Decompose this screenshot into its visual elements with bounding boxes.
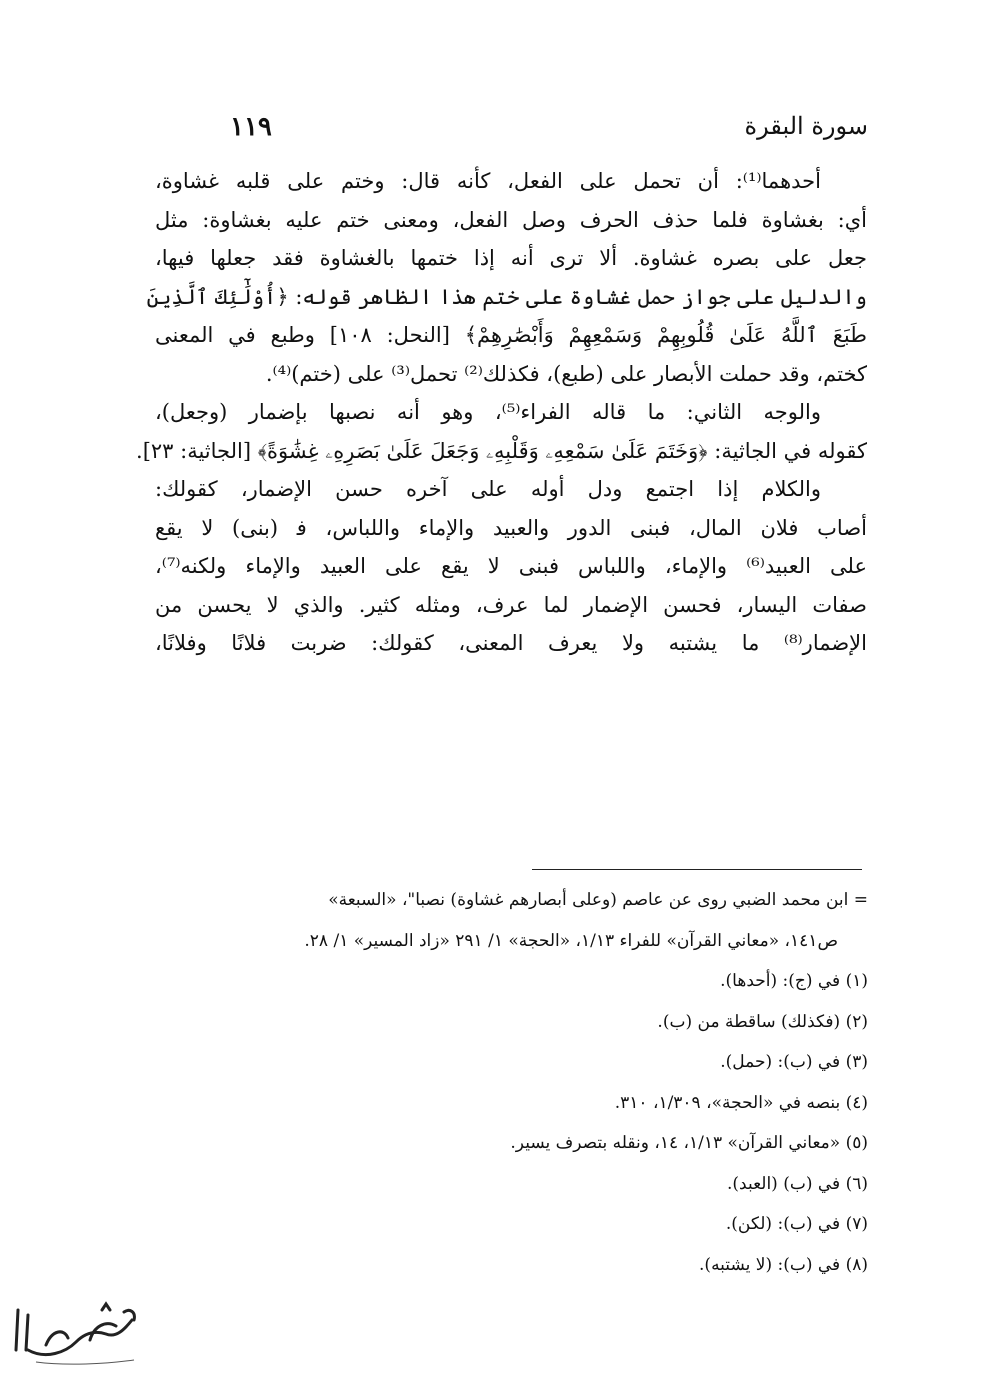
page-number: ١١٩ [230,112,272,142]
body-line: والدليل على جواز حمل غشاوة على ختم هذا الظاهر قوله: ﴿أُوْلَٰٓئِكَ ٱلَّذِينَ [146,284,867,309]
calligraphy-logo-icon [6,1290,146,1370]
footnote-line: ص١٤١، «معاني القرآن» للفراء ١/١٣، «الحجة» ١/ ٢٩١ «زاد المسير» ١/ ٢٨. [304,930,838,951]
footnote-line: (١) في (ج): (أحدها). [720,971,868,991]
body-line: الإضمار⁽⁸⁾ ما يشتبه ولا يعرف المعنى، كقولك: ضربت فلانًا وفلانًا، [155,631,867,655]
footnote-line: (٤) بنصه في «الحجة»، ١/٣٠٩، ٣١٠. [614,1092,868,1113]
body-line: على العبيد⁽⁶⁾ والإماء، واللباس فبنى لا يقع على العبيد والإماء ولكنه⁽⁷⁾، [155,554,867,578]
body-line: طَبَعَ ٱللَّهُ عَلَىٰ قُلُوبِهِمْ وَسَمْعِهِمْ وَأَبْصَٰرِهِمْ﴾ [النحل: ١٠٨] وطبع في المعنى [155,323,867,347]
body-line: جعل على بصره غشاوة. ألا ترى أنه إذا ختمها بالغشاوة فقد جعلها فيها، [155,246,867,270]
body-line: صفات اليسار، فحسن الإضمار لما عرف، ومثله كثير. والذي لا يحسن من [155,592,867,617]
footnote-line: (٧) في (ب): (لكن). [725,1214,868,1234]
footnote-line: (٥) «معاني القرآن» ١/١٣، ١٤، ونقله بتصرف يسير. [510,1133,868,1153]
body-line: كختم، وقد حملت الأبصار على (طبع)، فكذلك⁽²⁾ تحمل⁽³⁾ على (ختم)⁽⁴⁾. [265,361,867,386]
body-line: والكلام إذا اجتمع ودل أوله على آخره حسن الإضمار، كقولك: [155,477,821,501]
body-line: كقوله في الجاثية: ﴿وَخَتَمَ عَلَىٰ سَمْعِهِۦ وَقَلْبِهِۦ وَجَعَلَ عَلَىٰ بَصَرِهِۦ غِشَٰوَةً﴾ [الجاثية: ٢٣]. [136,438,867,463]
body-line: أحدهما⁽¹⁾: أن تحمل على الفعل، كأنه قال: وختم على قلبه غشاوة، [155,169,821,193]
footnote-line: (٣) في (ب): (حمل). [720,1052,868,1072]
body-line: أصاب فلان المال، فبنى الدور والعبيد والإماء واللباس، ف‍ (بنى) لا يقع [155,515,867,540]
footnote-line: (٨) في (ب): (لا يشتبه). [699,1254,868,1275]
main-body-text [136,162,867,663]
body-line: والوجه الثاني: ما قاله الفراء⁽⁵⁾، وهو أنه نصبها بإضمار (وجعل)، [155,400,821,424]
page-header [160,112,868,152]
footnote-line: (٢) (فكذلك) ساقطة من (ب). [657,1011,868,1032]
footnote-line: (٦) في (ب) (العبد). [726,1173,868,1194]
footnotes [140,880,868,1285]
body-line: أي: بغشاوة فلما حذف الحرف وصل الفعل، ومعنى ختم عليه بغشاوة: مثل [155,207,867,232]
surah-title: سورة البقرة [744,112,868,140]
footnote-line: = ابن محمد الضبي روى عن عاصم (وعلى أبصارهم غشاوة) نصبا"، «السبعة» [328,890,868,910]
footnote-divider [532,869,862,870]
